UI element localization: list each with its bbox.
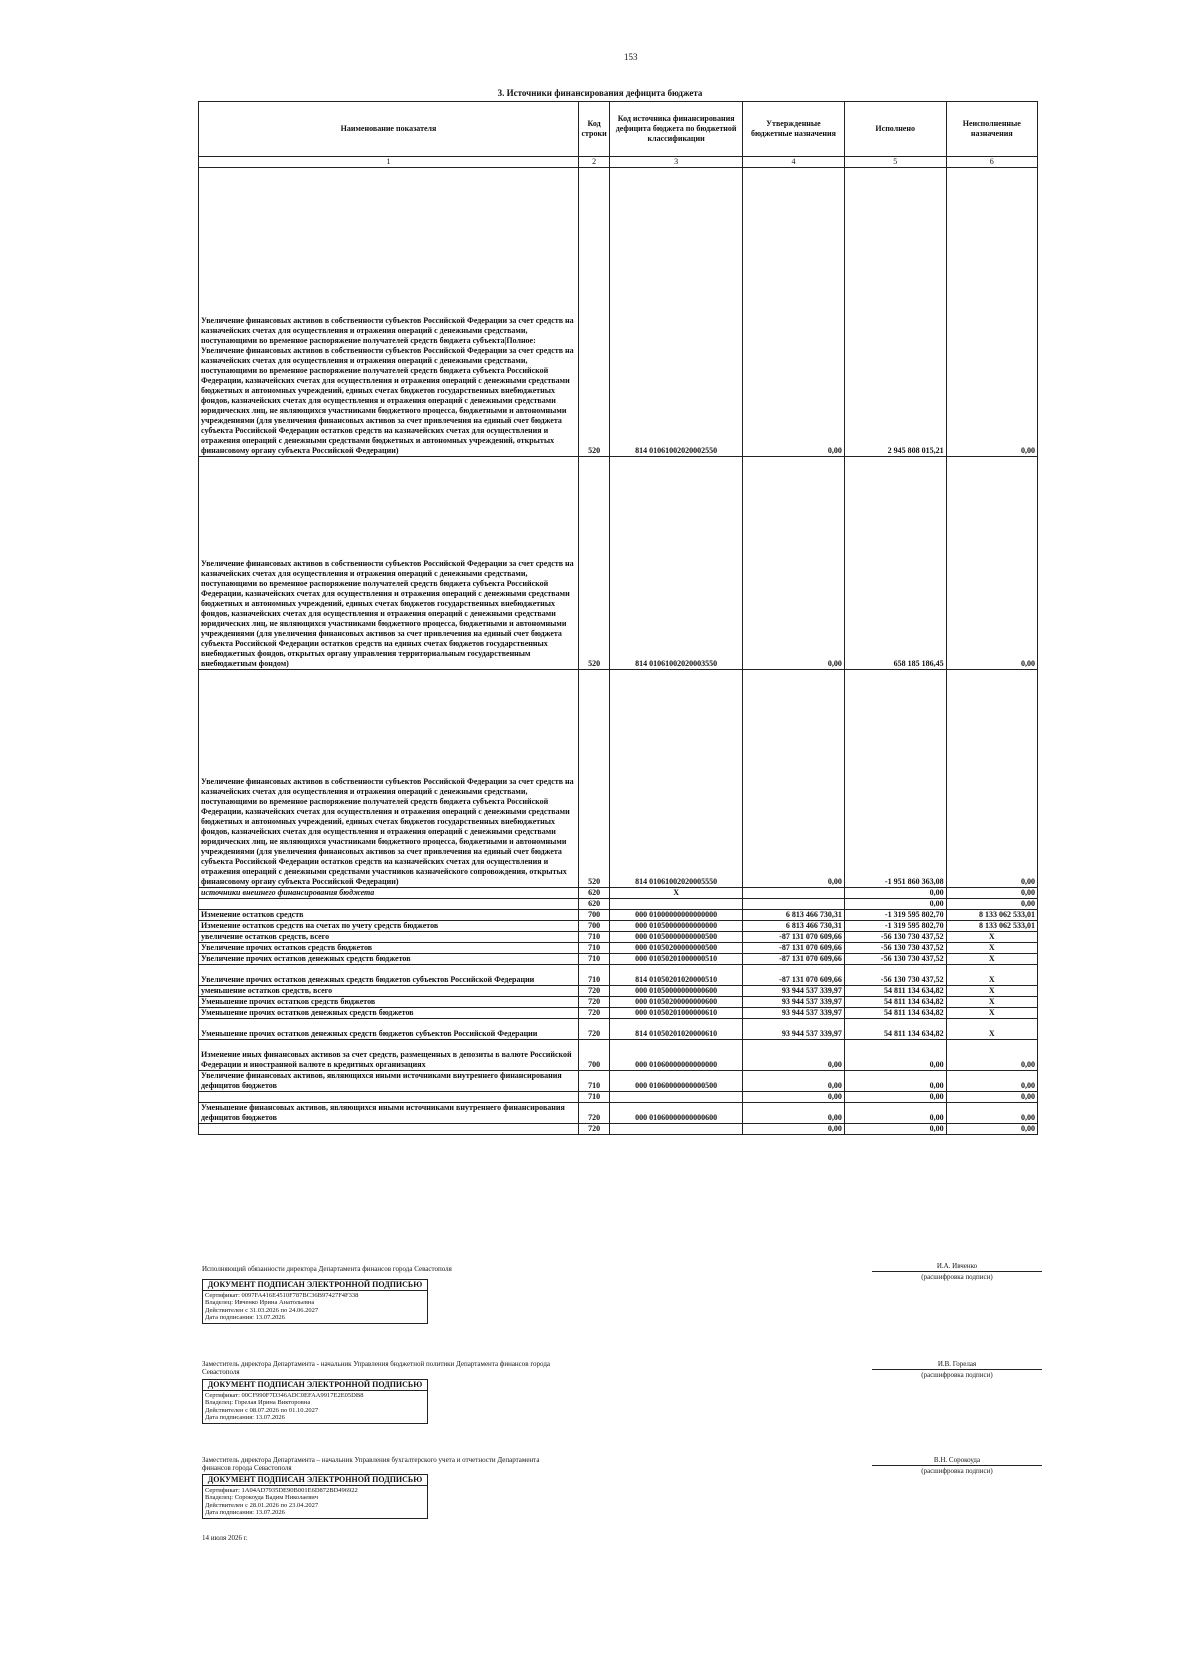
row-approved (743, 899, 845, 910)
row-approved: 93 944 537 339,97 (743, 1019, 845, 1040)
table-row (199, 1124, 1038, 1135)
row-executed: 658 185 186,45 (844, 457, 946, 670)
signer-caption: (расшифровка подписи) (921, 1467, 993, 1475)
stamp-certificate: Сертификат: 0097FA416E4510F787BC36B97427F4F338 (205, 1291, 359, 1299)
row-unexecuted: 0,00 (946, 457, 1037, 670)
row-unexecuted: 0,00 (946, 168, 1037, 457)
row-approved: 93 944 537 339,97 (743, 986, 845, 997)
row-code: 710 (579, 1092, 610, 1103)
table-row (199, 986, 1038, 997)
header-source-code: Код источника финансирования дефицита бюджета по бюджетной классификации (610, 102, 743, 157)
row-executed: 0,00 (844, 1092, 946, 1103)
table-row (199, 910, 1038, 921)
row-unexecuted: 0,00 (946, 1092, 1037, 1103)
table-row (199, 997, 1038, 1008)
sources-table (198, 101, 1038, 1135)
row-unexecuted: X (946, 1019, 1037, 1040)
row-source-code (610, 1124, 743, 1135)
row-name: уменьшение остатков средств, всего (199, 986, 579, 997)
report-date: 14 июля 2026 г. (202, 1534, 248, 1542)
row-executed: -56 130 730 437,52 (844, 965, 946, 986)
row-name: Изменение остатков средств (199, 910, 579, 921)
column-number: 6 (946, 157, 1037, 168)
signer-role: Заместитель директора Департамента – начальник Управления бухгалтерского учета и отчетности Департамента финансов города Севастополя (202, 1456, 540, 1472)
column-number: 1 (199, 157, 579, 168)
table-row (199, 932, 1038, 943)
row-source-code: 000 01050000000000000 (610, 921, 743, 932)
table-row (199, 168, 1038, 457)
row-code: 520 (579, 168, 610, 457)
column-numbers-row (199, 157, 1038, 168)
table-row (199, 943, 1038, 954)
row-name (199, 1124, 579, 1135)
header-name: Наименование показателя (199, 102, 579, 157)
table-row (199, 1092, 1038, 1103)
e-signature-stamp (202, 1474, 428, 1519)
signer-name: И.А. Ивченко (872, 1262, 1042, 1272)
row-executed: 0,00 (844, 1124, 946, 1135)
row-source-code: 000 01050000000000500 (610, 932, 743, 943)
column-number: 2 (579, 157, 610, 168)
row-source-code (610, 899, 743, 910)
row-code: 720 (579, 1019, 610, 1040)
row-name (199, 899, 579, 910)
row-executed: 54 811 134 634,82 (844, 1019, 946, 1040)
row-unexecuted: 0,00 (946, 1071, 1037, 1092)
row-code: 520 (579, 457, 610, 670)
row-name: Изменение остатков средств на счетах по учету средств бюджетов (199, 921, 579, 932)
table-row (199, 888, 1038, 899)
header-row-code: Код строки (579, 102, 610, 157)
row-name (199, 1092, 579, 1103)
row-executed: 2 945 808 015,21 (844, 168, 946, 457)
row-source-code: 000 01050000000000600 (610, 986, 743, 997)
row-name: Уменьшение прочих остатков денежных средств бюджетов субъектов Российской Федерации (199, 1019, 579, 1040)
table-row (199, 1008, 1038, 1019)
row-code: 700 (579, 910, 610, 921)
column-number: 5 (844, 157, 946, 168)
row-approved: 0,00 (743, 1071, 845, 1092)
stamp-signed: Дата подписания: 13.07.2026 (205, 1414, 285, 1421)
row-name: Увеличение прочих остатков средств бюджетов (199, 943, 579, 954)
table-row (199, 954, 1038, 965)
row-executed: -56 130 730 437,52 (844, 954, 946, 965)
row-unexecuted: 0,00 (946, 1040, 1037, 1071)
row-approved: -87 131 070 609,66 (743, 954, 845, 965)
row-executed: -1 319 595 802,70 (844, 921, 946, 932)
row-unexecuted: X (946, 997, 1037, 1008)
row-code: 520 (579, 670, 610, 888)
row-executed: 54 811 134 634,82 (844, 997, 946, 1008)
row-approved: -87 131 070 609,66 (743, 965, 845, 986)
row-code: 720 (579, 1103, 610, 1124)
table-row (199, 457, 1038, 670)
column-number: 4 (743, 157, 845, 168)
table-row (199, 921, 1038, 932)
row-approved: -87 131 070 609,66 (743, 943, 845, 954)
stamp-valid: Действителен с 31.03.2026 по 24.06.2027 (205, 1306, 319, 1314)
stamp-title: ДОКУМЕНТ ПОДПИСАН ЭЛЕКТРОННОЙ ПОДПИСЬЮ (203, 1476, 427, 1486)
row-name: Увеличение финансовых активов в собственности субъектов Российской Федерации за счет средств на казначейских счетах для осуществления и отражения операций с денежными средствами, поступающими во временное распоряжение получателей средств бюджета субъекта Российской Федерации, казначейских счетах для осуществления и отражения операций с денежными средствами бюджетных и автономных учреждений, единых счетах бюджетов государственных внебюджетных фондов, казначейских счетах для осуществления и отражения операций с денежными средствами юридических лиц, не являющихся участниками бюджетного процесса, бюджетными и автономными учреждениями (для увеличения финансовых активов за счет привлечения на единый счет бюджета субъекта Российской Федерации остатков средств на казначейских счетах для осуществления и отражения операций с денежными средствами участников казначейского сопровождения, открытых финансовому органу субъекта Российской Федерации) (199, 670, 579, 888)
row-unexecuted: 0,00 (946, 1124, 1037, 1135)
stamp-valid: Действителен с 28.01.2026 по 23.04.2027 (205, 1501, 319, 1509)
stamp-signed: Дата подписания: 13.07.2026 (205, 1314, 285, 1321)
row-unexecuted: X (946, 943, 1037, 954)
table-row (199, 1040, 1038, 1071)
row-approved: 6 813 466 730,31 (743, 910, 845, 921)
row-approved (743, 888, 845, 899)
header-approved: Утвержденные бюджетные назначения (743, 102, 845, 157)
stamp-valid: Действителен с 08.07.2026 по 01.10.2027 (205, 1406, 319, 1414)
row-executed: 0,00 (844, 899, 946, 910)
row-code: 720 (579, 1008, 610, 1019)
stamp-title: ДОКУМЕНТ ПОДПИСАН ЭЛЕКТРОННОЙ ПОДПИСЬЮ (203, 1281, 427, 1291)
row-unexecuted: X (946, 954, 1037, 965)
row-executed: 54 811 134 634,82 (844, 986, 946, 997)
signature-block (202, 1456, 1042, 1534)
signer-name: В.Н. Сорокоуда (872, 1456, 1042, 1466)
row-source-code: 000 01050201000000610 (610, 1008, 743, 1019)
table-row (199, 1071, 1038, 1092)
e-signature-stamp (202, 1379, 428, 1424)
row-executed: -56 130 730 437,52 (844, 932, 946, 943)
signer-role: Заместитель директора Департамента - начальник Управления бюджетной политики Департамента финансов города Севастополя (202, 1360, 551, 1376)
row-approved: 0,00 (743, 1040, 845, 1071)
row-name: Уменьшение прочих остатков средств бюджетов (199, 997, 579, 1008)
row-source-code: X (610, 888, 743, 899)
row-name: Увеличение прочих остатков денежных средств бюджетов субъектов Российской Федерации (199, 965, 579, 986)
row-executed: -56 130 730 437,52 (844, 943, 946, 954)
header-executed: Исполнено (844, 102, 946, 157)
row-source-code: 814 01061002020005550 (610, 670, 743, 888)
signer-caption: (расшифровка подписи) (921, 1371, 993, 1379)
row-name: источники внешнего финансирования бюджета (199, 888, 579, 899)
row-approved: -87 131 070 609,66 (743, 932, 845, 943)
row-unexecuted: 8 133 062 533,01 (946, 921, 1037, 932)
row-approved: 0,00 (743, 168, 845, 457)
table-row (199, 1103, 1038, 1124)
row-approved: 0,00 (743, 457, 845, 670)
row-unexecuted: 0,00 (946, 1103, 1037, 1124)
column-number: 3 (610, 157, 743, 168)
row-unexecuted: 0,00 (946, 888, 1037, 899)
row-source-code: 000 01050200000000500 (610, 943, 743, 954)
row-code: 720 (579, 1124, 610, 1135)
signer-caption: (расшифровка подписи) (921, 1273, 993, 1281)
row-approved: 93 944 537 339,97 (743, 1008, 845, 1019)
stamp-certificate: Сертификат: 1A04AD7935DE90B001E6D872BD496922 (205, 1486, 358, 1494)
row-executed: 54 811 134 634,82 (844, 1008, 946, 1019)
row-source-code: 000 01060000000000600 (610, 1103, 743, 1124)
signature-block (202, 1262, 1042, 1355)
table-row (199, 965, 1038, 986)
e-signature-stamp (202, 1279, 428, 1324)
row-name: Уменьшение финансовых активов, являющихся иными источниками внутреннего финансирования дефицитов бюджетов (199, 1103, 579, 1124)
row-approved: 0,00 (743, 1103, 845, 1124)
signer-role: Исполняющий обязанности директора Департамента финансов города Севастополя (202, 1265, 452, 1273)
row-name: Увеличение финансовых активов, являющихся иными источниками внутреннего финансирования дефицитов бюджетов (199, 1071, 579, 1092)
row-code: 720 (579, 986, 610, 997)
table-row (199, 670, 1038, 888)
row-approved: 0,00 (743, 1124, 845, 1135)
row-name: увеличение остатков средств, всего (199, 932, 579, 943)
row-code: 620 (579, 888, 610, 899)
row-executed: 0,00 (844, 1071, 946, 1092)
row-name: Увеличение финансовых активов в собственности субъектов Российской Федерации за счет средств на казначейских счетах для осуществления и отражения операций с денежными средствами, поступающими во временное распоряжение получателей средств бюджета субъекта Российской Федерации, казначейских счетах для осуществления и отражения операций с денежными средствами бюджетных и автономных учреждений, единых счетах бюджетов государственных внебюджетных фондов, казначейских счетах для осуществления и отражения операций с денежными средствами юридических лиц, не являющихся участниками бюджетного процесса, бюджетными и автономными учреждениями (для увеличения финансовых активов за счет привлечения на единый счет бюджета субъекта Российской Федерации остатков средств на единых счетах бюджетов государственных внебюджетных фондов, открытых органу управления территориальным государственным внебюджетным фондом) (199, 457, 579, 670)
row-code: 710 (579, 954, 610, 965)
row-unexecuted: 0,00 (946, 670, 1037, 888)
row-name: Увеличение финансовых активов в собственности субъектов Российской Федерации за счет средств на казначейских счетах для осуществления и отражения операций с денежными средствами, поступающими во временное распоряжение получателей средств бюджета субъекта|Полное: Увеличение финансовых активов в собственности субъектов Российской Федерации за счет средств на казначейских счетах для осуществления и отражения операций с денежными средствами, поступающими во временное распоряжение получателей средств бюджета субъекта Российской Федерации, казначейских счетах для осуществления и отражения операций с денежными средствами бюджетных и автономных учреждений, единых счетах бюджетов государственных внебюджетных фондов, казначейских счетах для осуществления и отражения операций с денежными средствами юридических лиц, не являющихся участниками бюджетного процесса, бюджетными и автономными учреждениями (для увеличения финансовых активов за счет привлечения на единый счет бюджета субъекта Российской Федерации остатков средств на казначейских счетах для осуществления и отражения операций с денежными средствами бюджетных и автономных учреждений, открытых финансовому органу субъекта Российской Федерации) (199, 168, 579, 457)
section-title: 3. Источники финансирования дефицита бюджета (497, 88, 703, 98)
row-code: 700 (579, 1040, 610, 1071)
stamp-signed: Дата подписания: 13.07.2026 (205, 1509, 285, 1516)
row-unexecuted: 8 133 062 533,01 (946, 910, 1037, 921)
table-row (199, 1019, 1038, 1040)
row-source-code: 000 01000000000000000 (610, 910, 743, 921)
stamp-owner: Владелец: Сорокоуда Вадим Николаевич (205, 1494, 319, 1501)
row-source-code (610, 1092, 743, 1103)
row-approved: 0,00 (743, 1092, 845, 1103)
row-source-code: 814 01061002020003550 (610, 457, 743, 670)
row-executed: -1 319 595 802,70 (844, 910, 946, 921)
stamp-title: ДОКУМЕНТ ПОДПИСАН ЭЛЕКТРОННОЙ ПОДПИСЬЮ (203, 1381, 427, 1391)
row-name: Увеличение прочих остатков денежных средств бюджетов (199, 954, 579, 965)
row-source-code: 000 01060000000000500 (610, 1071, 743, 1092)
stamp-owner: Владелец: Ивченко Ирина Анатольевна (205, 1299, 315, 1306)
row-code: 700 (579, 921, 610, 932)
row-code: 710 (579, 932, 610, 943)
table-row (199, 899, 1038, 910)
row-approved: 93 944 537 339,97 (743, 997, 845, 1008)
row-source-code: 000 01060000000000000 (610, 1040, 743, 1071)
row-code: 710 (579, 1071, 610, 1092)
row-approved: 6 813 466 730,31 (743, 921, 845, 932)
row-executed: 0,00 (844, 1040, 946, 1071)
row-executed: 0,00 (844, 888, 946, 899)
signer-name: И.В. Горелая (872, 1360, 1042, 1370)
header-unexecuted: Неисполненные назначения (946, 102, 1037, 157)
row-executed: 0,00 (844, 1103, 946, 1124)
row-code: 720 (579, 997, 610, 1008)
row-unexecuted: X (946, 932, 1037, 943)
header-row (199, 102, 1038, 157)
row-executed: -1 951 860 363,08 (844, 670, 946, 888)
row-approved: 0,00 (743, 670, 845, 888)
row-source-code: 814 01061002020002550 (610, 168, 743, 457)
row-unexecuted: X (946, 965, 1037, 986)
row-source-code: 814 01050201020000610 (610, 1019, 743, 1040)
row-source-code: 000 01050200000000600 (610, 997, 743, 1008)
signature-block (202, 1360, 1042, 1450)
stamp-certificate: Сертификат: 00CF990F7D346ADC0EFAA9917E2E05DB8 (205, 1391, 364, 1399)
row-unexecuted: X (946, 986, 1037, 997)
row-code: 710 (579, 965, 610, 986)
row-source-code: 814 01050201020000510 (610, 965, 743, 986)
page-number: 153 (624, 52, 638, 62)
row-code: 710 (579, 943, 610, 954)
row-source-code: 000 01050201000000510 (610, 954, 743, 965)
stamp-owner: Владелец: Горелая Ирина Викторовна (205, 1399, 311, 1406)
row-name: Уменьшение прочих остатков денежных средств бюджетов (199, 1008, 579, 1019)
row-name: Изменение иных финансовых активов за счет средств, размещенных в депозиты в валюте Российской Федерации и иностранной валюте в кредитных организациях (199, 1040, 579, 1071)
row-unexecuted: X (946, 1008, 1037, 1019)
row-code: 620 (579, 899, 610, 910)
row-unexecuted: 0,00 (946, 899, 1037, 910)
